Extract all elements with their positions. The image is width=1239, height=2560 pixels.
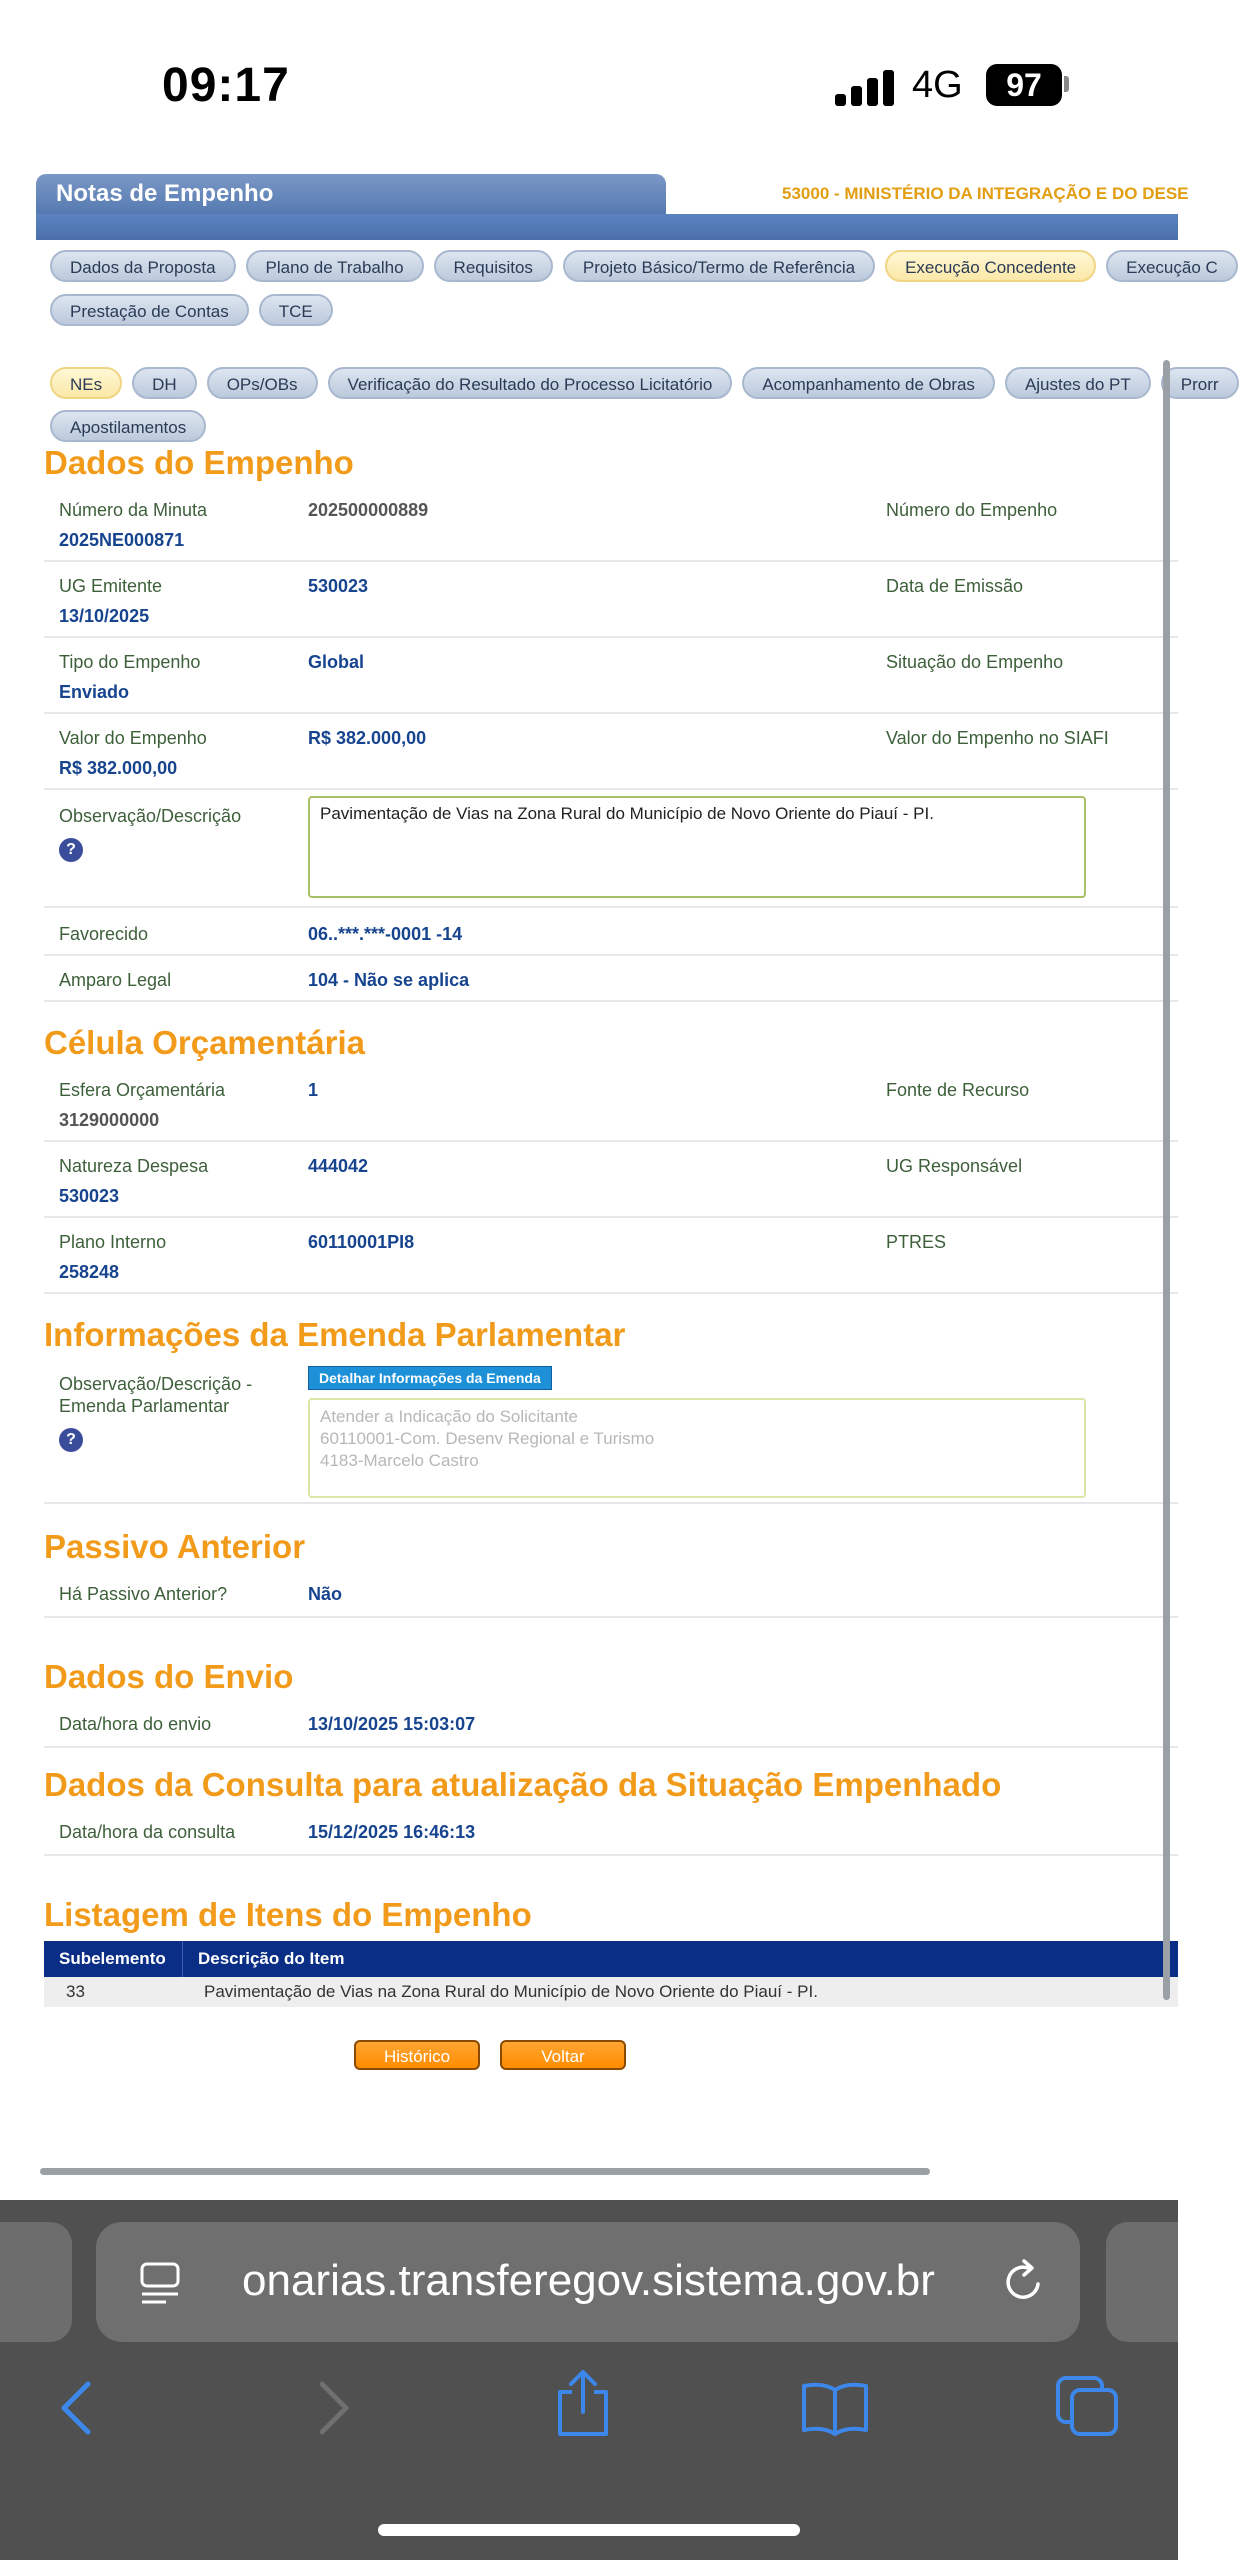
historico-button[interactable]: Histórico <box>354 2040 480 2070</box>
tab-requisitos[interactable]: Requisitos <box>434 250 553 282</box>
value-valor-siafi: R$ 382.000,00 <box>59 758 178 778</box>
bookmarks-icon[interactable] <box>800 2380 870 2436</box>
tab-execucao-convenente[interactable]: Execução C <box>1106 250 1238 282</box>
row-natureza <box>44 1142 1178 1218</box>
section-title-emenda: Informações da Emenda Parlamentar <box>44 1316 626 1353</box>
emenda-line-2: 60110001-Com. Desenv Regional e Turismo <box>320 1429 655 1448</box>
label-valor-siafi: Valor do Empenho no SIAFI <box>886 728 1109 748</box>
row-amparo-legal <box>44 956 1178 1002</box>
emenda-textarea[interactable] <box>308 1398 1086 1498</box>
main-tabs <box>50 250 1238 282</box>
tab-prorrogacao[interactable]: Prorr <box>1161 367 1239 399</box>
label-ptres: PTRES <box>886 1232 947 1252</box>
voltar-button[interactable]: Voltar <box>500 2040 626 2070</box>
label-emenda-2: Emenda Parlamentar <box>59 1396 230 1416</box>
value-tipo-empenho: Global <box>308 652 365 672</box>
label-observacao: Observação/Descrição <box>59 806 242 826</box>
ministry-label: 53000 - MINISTÉRIO DA INTEGRAÇÃO E DO DESE <box>782 184 1189 203</box>
value-passivo: Não <box>308 1584 343 1604</box>
sub-tabs <box>50 367 1239 399</box>
label-numero-minuta: Número da Minuta <box>59 500 208 520</box>
label-ug-emitente: UG Emitente <box>59 576 163 596</box>
tab-dados-proposta[interactable]: Dados da Proposta <box>50 250 236 282</box>
label-plano-interno: Plano Interno <box>59 1232 167 1252</box>
home-indicator[interactable] <box>378 2524 800 2536</box>
row-valor-empenho <box>44 714 1178 790</box>
label-fonte-recurso: Fonte de Recurso <box>886 1080 1030 1100</box>
section-title-passivo: Passivo Anterior <box>44 1528 306 1565</box>
value-ug-responsavel: 530023 <box>59 1186 120 1206</box>
observacao-textarea[interactable]: Pavimentação de Vias na Zona Rural do Município de Novo Oriente do Piauí - PI. <box>308 796 1086 898</box>
value-valor-empenho: R$ 382.000,00 <box>308 728 427 748</box>
reader-icon[interactable] <box>140 2262 180 2304</box>
page-header <box>36 174 1189 240</box>
value-consulta: 15/12/2025 16:46:13 <box>308 1822 476 1842</box>
value-fonte-recurso: 3129000000 <box>59 1110 160 1130</box>
tab-nes[interactable]: NEs <box>50 367 122 399</box>
label-favorecido: Favorecido <box>59 924 149 944</box>
emenda-line-3: 4183-Marcelo Castro <box>320 1451 479 1470</box>
row-observacao <box>44 790 1178 908</box>
tab-ajustes-pt[interactable]: Ajustes do PT <box>1005 367 1151 399</box>
label-valor-empenho: Valor do Empenho <box>59 728 207 748</box>
tab-apostilamentos[interactable]: Apostilamentos <box>50 410 206 442</box>
address-bar[interactable] <box>96 2222 1080 2342</box>
share-icon[interactable] <box>554 2368 612 2438</box>
detalhar-emenda-button[interactable]: Detalhar Informações da Emenda <box>308 1366 552 1390</box>
value-numero-minuta: 2025NE000871 <box>59 530 185 550</box>
back-icon[interactable] <box>56 2380 100 2436</box>
value-esfera: 1 <box>308 1080 319 1100</box>
value-ug-emitente: 530023 <box>308 576 369 596</box>
row-envio <box>44 1702 1178 1748</box>
row-favorecido <box>44 908 1178 956</box>
emenda-line-1: Atender a Indicação do Solicitante <box>320 1407 579 1426</box>
row-numero-minuta <box>44 488 1178 562</box>
label-envio: Data/hora do envio <box>59 1714 212 1734</box>
items-table-header <box>44 1941 1178 1977</box>
battery-icon: 97 <box>986 64 1062 106</box>
help-icon[interactable]: ? <box>59 838 83 862</box>
label-esfera: Esfera Orçamentária <box>59 1080 226 1100</box>
battery-cap <box>1064 76 1069 92</box>
section-title-consulta: Dados da Consulta para atualização da Situação Empenhado <box>44 1766 1002 1803</box>
tab-prestacao-contas[interactable]: Prestação de Contas <box>50 294 249 326</box>
reload-icon[interactable] <box>1002 2258 1048 2306</box>
value-plano-interno: 60110001PI8 <box>308 1232 415 1252</box>
value-envio: 13/10/2025 15:03:07 <box>308 1714 476 1734</box>
url-text: onarias.transferegov.sistema.gov.br <box>242 2256 935 2305</box>
page-title: Notas de Empenho <box>36 174 666 214</box>
section-title-envio: Dados do Envio <box>44 1658 294 1695</box>
status-bar <box>0 0 1178 170</box>
signal-icon <box>835 66 895 106</box>
value-amparo-legal: 104 - Não se aplica <box>308 970 470 990</box>
tab-execucao-concedente[interactable]: Execução Concedente <box>885 250 1096 282</box>
tab-dh[interactable]: DH <box>132 367 197 399</box>
section-title-celula: Célula Orçamentária <box>44 1024 365 1061</box>
col-descricao: Descrição do Item <box>198 1949 345 1968</box>
row-emenda <box>44 1362 1178 1504</box>
value-situacao: Enviado <box>59 682 130 702</box>
row-ug-emitente <box>44 562 1178 638</box>
label-tipo-empenho: Tipo do Empenho <box>59 652 201 672</box>
web-page <box>0 170 1219 2200</box>
previous-tab-card[interactable] <box>0 2222 72 2342</box>
col-subelemento: Subelemento <box>59 1949 166 1968</box>
tab-verificacao-licitatorio[interactable]: Verificação do Resultado do Processo Licitatório <box>328 367 733 399</box>
label-numero-empenho: Número do Empenho <box>886 500 1058 520</box>
tab-ops-obs[interactable]: OPs/OBs <box>207 367 318 399</box>
tab-plano-trabalho[interactable]: Plano de Trabalho <box>246 250 424 282</box>
label-data-emissao: Data de Emissão <box>886 576 1024 596</box>
vertical-scrollbar[interactable] <box>1163 360 1170 2000</box>
header-bar <box>36 214 1178 240</box>
clock: 09:17 <box>162 59 290 112</box>
row-tipo-empenho <box>44 638 1178 714</box>
label-situacao-empenho: Situação do Empenho <box>886 652 1064 672</box>
browser-toolbar <box>0 2200 1178 2560</box>
row-passivo <box>44 1572 1178 1618</box>
row-plano-interno <box>44 1218 1178 1294</box>
network-type: 4G <box>912 64 963 106</box>
forward-icon <box>310 2380 354 2436</box>
section-title-itens: Listagem de Itens do Empenho <box>44 1896 532 1933</box>
label-natureza: Natureza Despesa <box>59 1156 209 1176</box>
help-icon[interactable]: ? <box>59 1428 83 1452</box>
tab-acompanhamento-obras[interactable]: Acompanhamento de Obras <box>742 367 995 399</box>
row-consulta <box>44 1810 1178 1856</box>
horizontal-scrollbar[interactable] <box>40 2168 930 2175</box>
label-consulta: Data/hora da consulta <box>59 1822 236 1842</box>
value-data: 13/10/2025 <box>59 606 150 626</box>
section-title-dados-empenho: Dados do Empenho <box>44 444 354 481</box>
label-amparo-legal: Amparo Legal <box>59 970 172 990</box>
label-passivo: Há Passivo Anterior? <box>59 1584 228 1604</box>
tab-projeto-basico[interactable]: Projeto Básico/Termo de Referência <box>563 250 875 282</box>
cell-descricao: Pavimentação de Vias na Zona Rural do Município de Novo Oriente do Piauí - PI. <box>204 1982 818 2001</box>
next-tab-card[interactable] <box>1106 2222 1178 2342</box>
column-divider <box>182 1941 183 1977</box>
cell-subelemento: 33 <box>66 1982 85 2001</box>
value-minuta-number: 202500000889 <box>308 500 429 520</box>
label-emenda-1: Observação/Descrição - <box>59 1374 253 1394</box>
value-ptres: 258248 <box>59 1262 120 1282</box>
tabs-icon[interactable] <box>1054 2374 1120 2438</box>
value-natureza: 444042 <box>308 1156 369 1176</box>
sub-tabs-row2 <box>50 410 206 442</box>
main-tabs-row2 <box>50 294 333 326</box>
value-favorecido: 06..***.***-0001 -14 <box>308 924 463 944</box>
row-esfera <box>44 1068 1178 1142</box>
label-ug-responsavel: UG Responsável <box>886 1156 1023 1176</box>
tab-tce[interactable]: TCE <box>259 294 333 326</box>
table-row <box>44 1977 1178 2007</box>
